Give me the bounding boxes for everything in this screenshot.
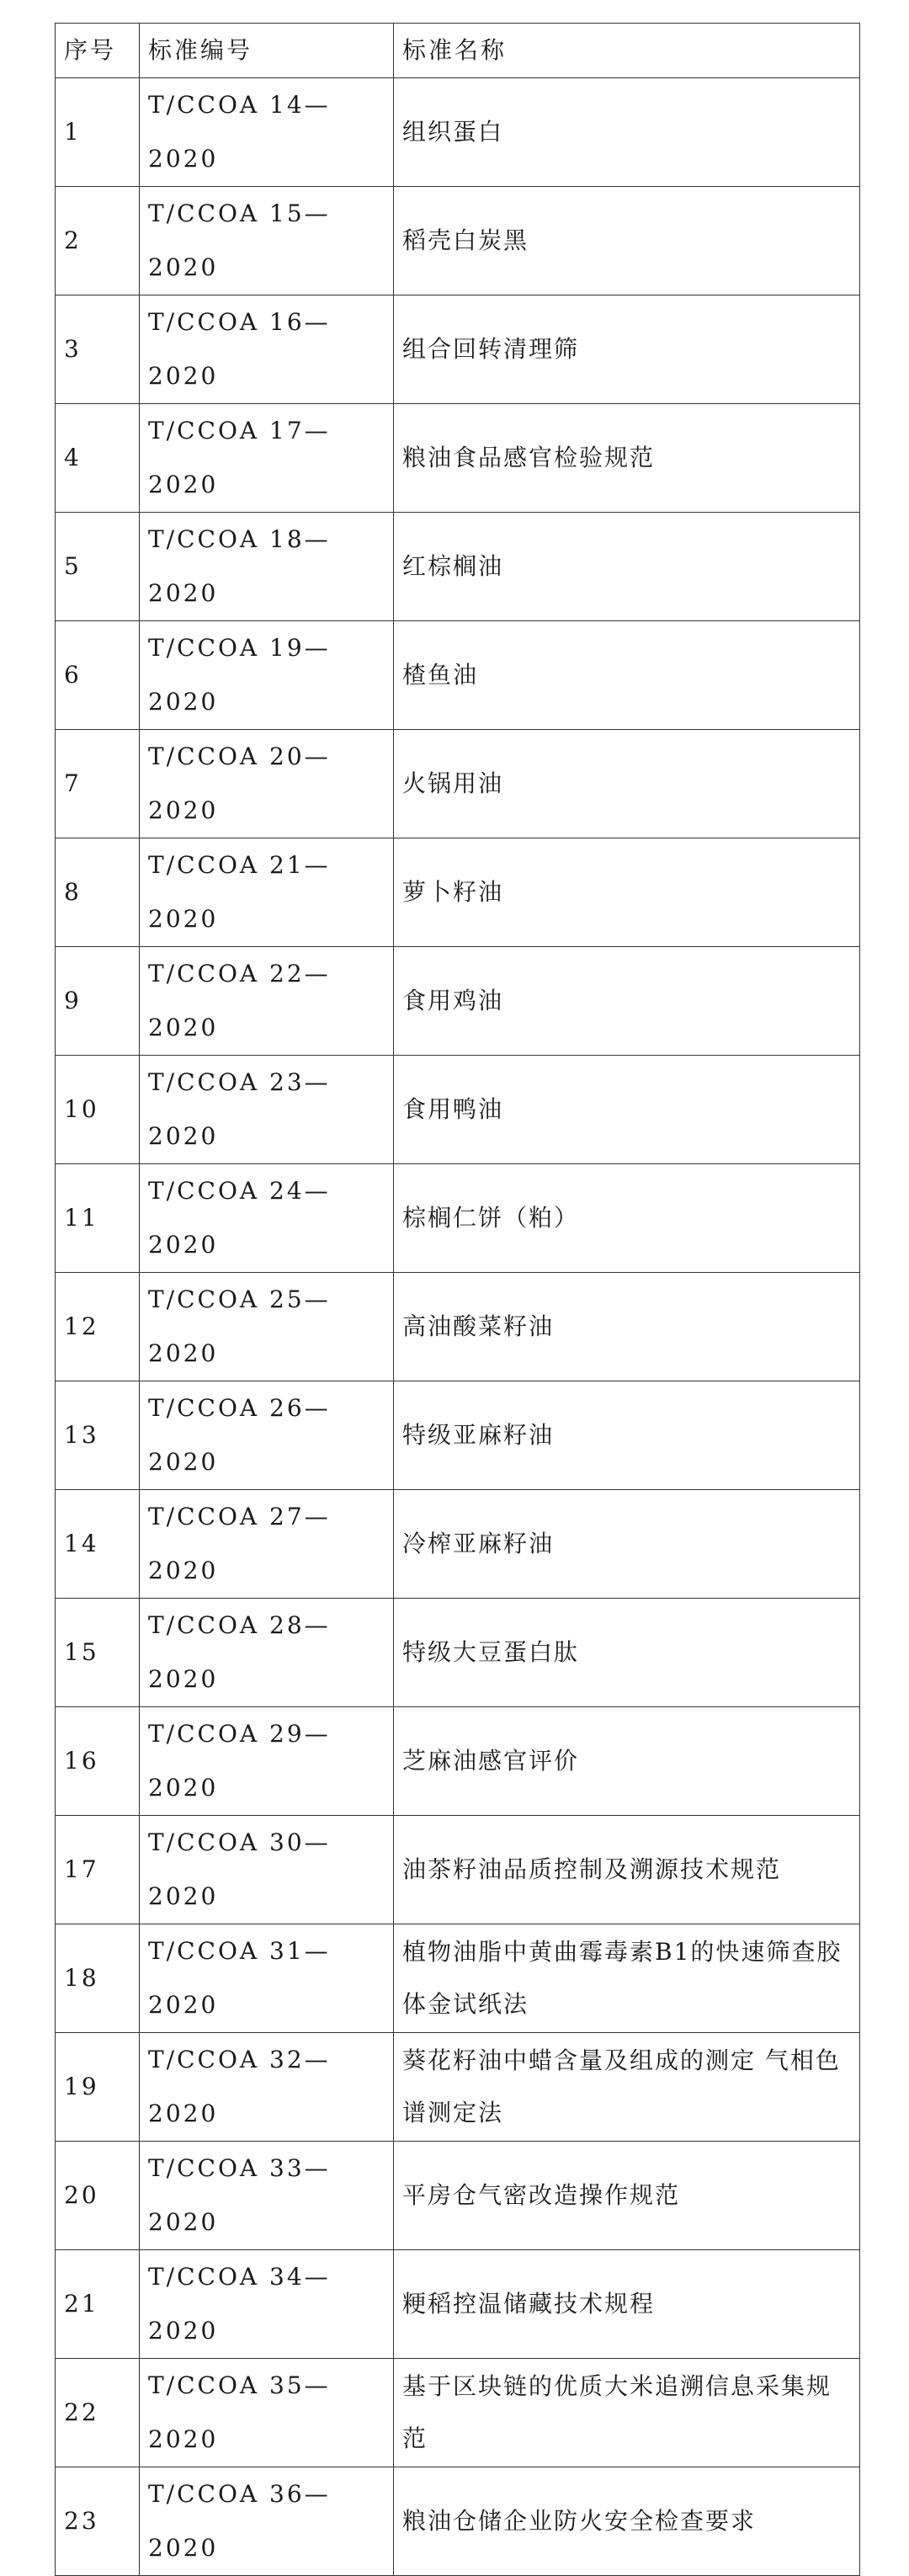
row-index: 22 [56,2359,140,2467]
row-name: 棕榈仁饼（粕） [394,1164,860,1273]
table-row [56,621,860,730]
table-row [56,1816,860,1924]
row-name: 特级大豆蛋白肽 [394,1599,860,1707]
row-name: 冷榨亚麻籽油 [394,1490,860,1599]
row-index: 14 [56,1490,140,1599]
row-name: 高油酸菜籽油 [394,1273,860,1381]
row-index: 4 [56,404,140,513]
table-row [56,947,860,1056]
row-code: T/CCOA 31—2020 [140,1924,394,2033]
row-code: T/CCOA 20—2020 [140,730,394,838]
row-index: 1 [56,78,140,187]
table-row [56,2467,860,2576]
table-row [56,1490,860,1599]
row-code: T/CCOA 29—2020 [140,1707,394,1816]
row-index: 15 [56,1599,140,1707]
table-row [56,78,860,187]
row-code: T/CCOA 17—2020 [140,404,394,513]
row-name: 食用鸡油 [394,947,860,1056]
header-row [56,24,860,78]
row-index: 16 [56,1707,140,1816]
row-code: T/CCOA 26—2020 [140,1381,394,1490]
row-index: 21 [56,2250,140,2359]
table-row [56,1056,860,1164]
row-index: 10 [56,1056,140,1164]
row-name: 葵花籽油中蜡含量及组成的测定 气相色谱测定法 [394,2033,860,2142]
row-code: T/CCOA 22—2020 [140,947,394,1056]
row-code: T/CCOA 24—2020 [140,1164,394,1273]
row-index: 20 [56,2142,140,2250]
table-row [56,1164,860,1273]
table-row [56,1924,860,2033]
row-code: T/CCOA 28—2020 [140,1599,394,1707]
table-row [56,1599,860,1707]
table-row [56,2142,860,2250]
header-index: 序号 [56,24,140,78]
row-name: 特级亚麻籽油 [394,1381,860,1490]
row-index: 9 [56,947,140,1056]
row-name: 芝麻油感官评价 [394,1707,860,1816]
table-row [56,1273,860,1381]
row-name: 食用鸭油 [394,1056,860,1164]
row-index: 11 [56,1164,140,1273]
row-code: T/CCOA 14—2020 [140,78,394,187]
row-name: 粳稻控温储藏技术规程 [394,2250,860,2359]
row-name: 粮油仓储企业防火安全检查要求 [394,2467,860,2576]
row-index: 2 [56,187,140,295]
row-name: 红棕榈油 [394,513,860,621]
table-row [56,730,860,838]
table-row [56,838,860,947]
row-code: T/CCOA 19—2020 [140,621,394,730]
row-code: T/CCOA 32—2020 [140,2033,394,2142]
row-name: 粮油食品感官检验规范 [394,404,860,513]
row-code: T/CCOA 16—2020 [140,295,394,404]
row-code: T/CCOA 34—2020 [140,2250,394,2359]
row-index: 18 [56,1924,140,2033]
row-code: T/CCOA 33—2020 [140,2142,394,2250]
table-row [56,2359,860,2467]
row-name: 组织蛋白 [394,78,860,187]
row-index: 3 [56,295,140,404]
row-name: 稻壳白炭黑 [394,187,860,295]
row-index: 7 [56,730,140,838]
row-name: 植物油脂中黄曲霉毒素B1的快速筛查胶体金试纸法 [394,1924,860,2033]
row-name: 组合回转清理筛 [394,295,860,404]
row-index: 12 [56,1273,140,1381]
row-name: 油茶籽油品质控制及溯源技术规范 [394,1816,860,1924]
row-name: 基于区块链的优质大米追溯信息采集规范 [394,2359,860,2467]
table-row [56,1707,860,1816]
header-code: 标准编号 [140,24,394,78]
row-name: 楂鱼油 [394,621,860,730]
row-code: T/CCOA 27—2020 [140,1490,394,1599]
row-index: 23 [56,2467,140,2576]
row-code: T/CCOA 23—2020 [140,1056,394,1164]
table-row [56,187,860,295]
row-index: 6 [56,621,140,730]
standards-table [55,23,860,2576]
row-name: 火锅用油 [394,730,860,838]
row-code: T/CCOA 15—2020 [140,187,394,295]
table-row [56,295,860,404]
table-row [56,2033,860,2142]
row-code: T/CCOA 21—2020 [140,838,394,947]
table-row [56,2250,860,2359]
header-name: 标准名称 [394,24,860,78]
row-code: T/CCOA 25—2020 [140,1273,394,1381]
row-code: T/CCOA 35—2020 [140,2359,394,2467]
row-index: 17 [56,1816,140,1924]
row-code: T/CCOA 30—2020 [140,1816,394,1924]
table-row [56,404,860,513]
row-index: 8 [56,838,140,947]
table-row [56,513,860,621]
row-index: 13 [56,1381,140,1490]
row-index: 5 [56,513,140,621]
row-index: 19 [56,2033,140,2142]
table-row [56,1381,860,1490]
row-name: 平房仓气密改造操作规范 [394,2142,860,2250]
row-name: 萝卜籽油 [394,838,860,947]
row-code: T/CCOA 18—2020 [140,513,394,621]
row-code: T/CCOA 36—2020 [140,2467,394,2576]
